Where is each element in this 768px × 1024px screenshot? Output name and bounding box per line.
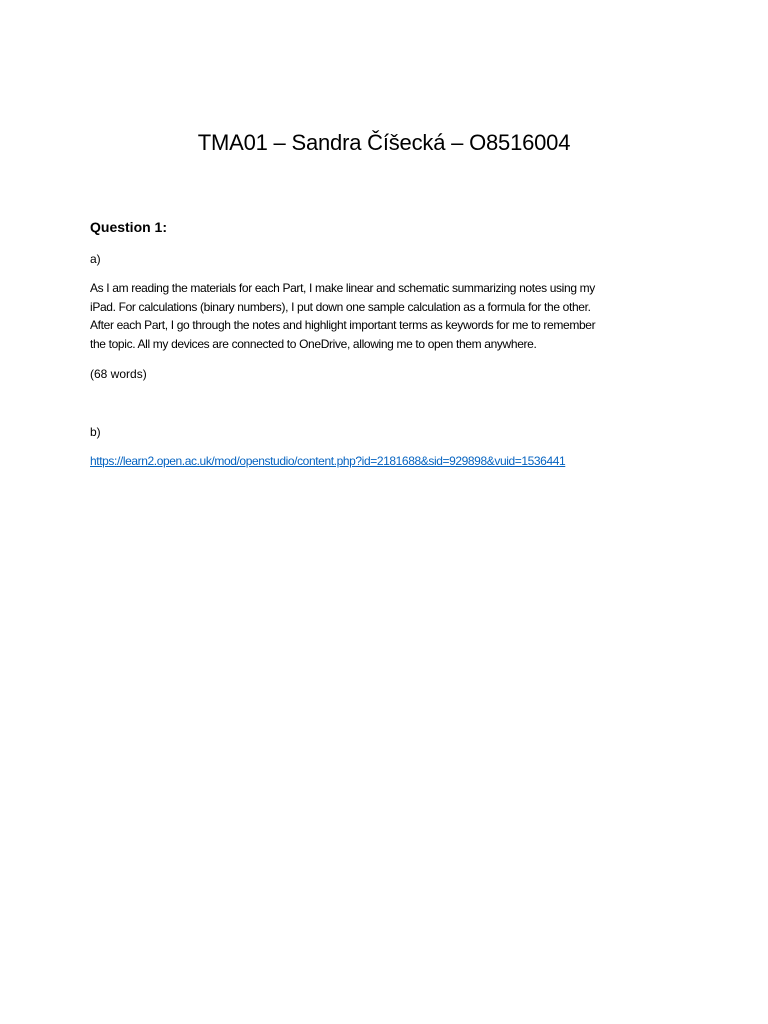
- paragraph-line: After each Part, I go through the notes and highlight important terms as keywords for me to remember: [90, 318, 596, 332]
- paragraph-line: the topic. All my devices are connected to OneDrive, allowing me to open them anywhere.: [90, 336, 537, 351]
- part-b-label: b): [90, 425, 101, 439]
- paragraph-line: As I am reading the materials for each Part, I make linear and schematic summarizing notes using my: [90, 281, 595, 295]
- document-title: TMA01 – Sandra Číšecká – O8516004: [197, 130, 571, 155]
- part-a-paragraph: [90, 279, 676, 353]
- question-heading: Question 1:: [90, 219, 168, 235]
- openstudio-link[interactable]: https://learn2.open.ac.uk/mod/openstudio/content.php?id=2181688&sid=929898&vuid=1536441: [90, 454, 566, 468]
- part-a-label: a): [90, 252, 101, 266]
- word-count: (68 words): [90, 367, 147, 381]
- paragraph-line: iPad. For calculations (binary numbers), I put down one sample calculation as a formula for the other.: [90, 299, 591, 314]
